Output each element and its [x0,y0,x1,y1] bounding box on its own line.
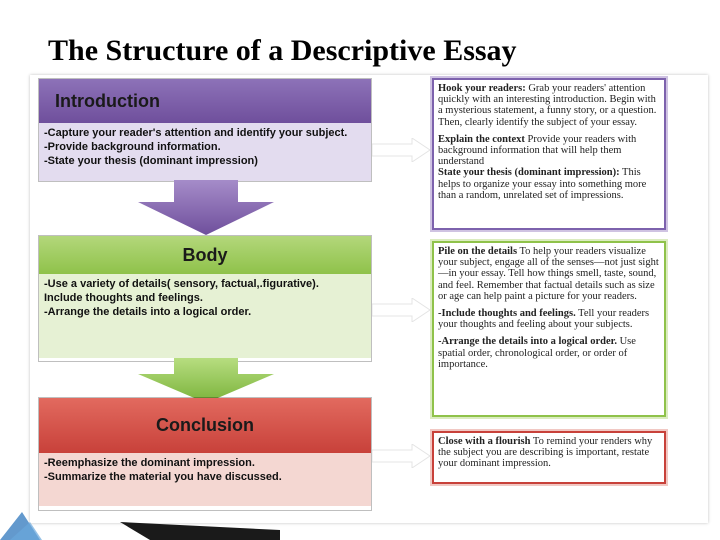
conclusion-desc-flourish-text: To remind your renders why the subject you are describing is important, restate your dominant impression. [438,436,653,470]
intro-desc-hook-label: Hook your readers: [438,83,526,94]
page-title: The Structure of a Descriptive Essay [48,34,517,67]
intro-description-box [432,78,666,230]
conclusion-heading: Conclusion [39,398,371,453]
body-desc-thoughts-text: Tell your readers your thoughts and feeling about your subjects. [438,308,650,331]
body-heading: Body [39,236,371,274]
intro-desc-paragraph [438,134,660,168]
intro-desc-paragraph [438,167,660,201]
body-description-box [432,241,666,417]
intro-desc-thesis-text: This helps to organize your essay into something more than a random, unrelated set of impressions. [438,167,647,201]
conclusion-stage [38,397,372,511]
intro-point: -State your thesis (dominant impression) [44,155,258,167]
body-point: Include thoughts and feelings. [44,292,203,304]
body-desc-order-text: Use spatial order, chronological order, or order of importance. [438,336,636,370]
intro-desc-thesis-label: State your thesis (dominant impression): [438,167,620,179]
intro-desc-context-text: Provide your readers with background information that will help them understand [438,133,637,168]
intro-point: -Provide background information. [44,141,221,153]
conclusion-description-box [432,431,666,484]
body-points [39,274,371,358]
right-arrow-conclusion [372,444,432,468]
conclusion-point: -Reemphasize the dominant impression. [44,457,255,469]
intro-desc-paragraph [438,83,660,128]
body-point: -Arrange the details into a logical order. [44,306,252,318]
intro-desc-hook-text: Grab your readers' attention quickly with an interesting introduction. Begin with a mysterious statement, a funny story, or a question. Then, clearly identify the subject of your essay. [438,83,657,128]
intro-stage [38,78,372,182]
conclusion-points [39,453,371,506]
right-arrow-intro [372,138,432,162]
intro-point: -Capture your reader's attention and identify your subject. [44,127,348,139]
conclusion-desc-flourish-label: Close with a flourish [438,436,531,447]
body-desc-paragraph [438,246,660,302]
intro-desc-context-label: Explain the context [438,133,525,145]
body-desc-order-label: -Arrange the details into a logical order. [438,336,617,348]
body-desc-thoughts-label: -Include thoughts and feelings. [438,308,576,320]
down-arrow-intro-to-body [136,180,276,236]
body-desc-paragraph [438,336,660,370]
body-desc-details-text: To help your readers visualize your subject, engage all of the senses—not just sight—in your essay. Tell how things smell, taste, sound, and feel. Remember that factual details such as size or age can help paint a picture for your readers. [438,246,659,302]
body-stage [38,235,372,362]
body-desc-details-label: Pile on the details [438,246,518,257]
body-point: -Use a variety of details( sensory, factual,.figurative). [44,278,319,290]
conclusion-point: -Summarize the material you have discussed. [44,471,282,483]
intro-heading: Introduction [39,79,371,123]
conclusion-desc-paragraph [438,436,660,470]
right-arrow-body [372,298,432,322]
body-desc-paragraph [438,308,660,330]
intro-points [39,123,371,181]
